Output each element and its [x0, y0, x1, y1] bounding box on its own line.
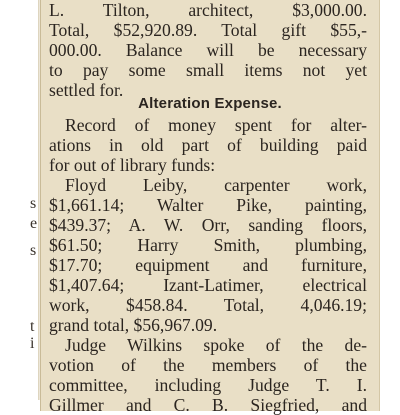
article-line: votion of the members of the [49, 355, 367, 375]
article-line: 000.00. Balance will be necessary [49, 40, 367, 60]
article-line: work, $458.84. Total, 4,046.19; [49, 295, 367, 315]
margin-fragment: i [30, 335, 35, 352]
margin-fragment: s [30, 195, 37, 212]
article-line: $439.37; A. W. Orr, sanding floors, [49, 215, 367, 235]
margin-fragment: t [30, 318, 35, 335]
article-line: Gillmer and C. B. Siegfried, and [49, 395, 367, 415]
article-line: $1,661.14; Walter Pike, painting, [49, 195, 367, 215]
article-line: ations in old part of building paid [49, 135, 367, 155]
article-line: $17.70; equipment and furniture, [49, 255, 367, 275]
article-line: $61.50; Harry Smith, plumbing, [49, 235, 367, 255]
article-line: to pay some small items not yet [49, 60, 367, 80]
article-line: Record of money spent for alter- [65, 115, 367, 135]
article-line: Judge Wilkins spoke of the de- [65, 335, 367, 355]
article-line: for out of library funds: [49, 155, 216, 175]
left-margin [0, 0, 40, 400]
article-line: committee, including Judge T. I. [49, 375, 367, 395]
margin-fragment: e [30, 215, 38, 232]
section-heading: Alteration Expense. [138, 95, 282, 112]
margin-fragment: s [30, 242, 37, 259]
newspaper-clipping [40, 0, 380, 415]
article-line: Floyd Leiby, carpenter work, [65, 175, 367, 195]
article-line: Total, $52,920.89. Total gift $55,- [49, 20, 367, 40]
article-line: grand total, $56,967.09. [49, 315, 218, 335]
article-line: L. Tilton, architect, $3,000.00. [49, 0, 367, 20]
article-line: $1,407.64; Izant-Latimer, electrical [49, 275, 367, 295]
article-line: settled for. [49, 80, 124, 100]
